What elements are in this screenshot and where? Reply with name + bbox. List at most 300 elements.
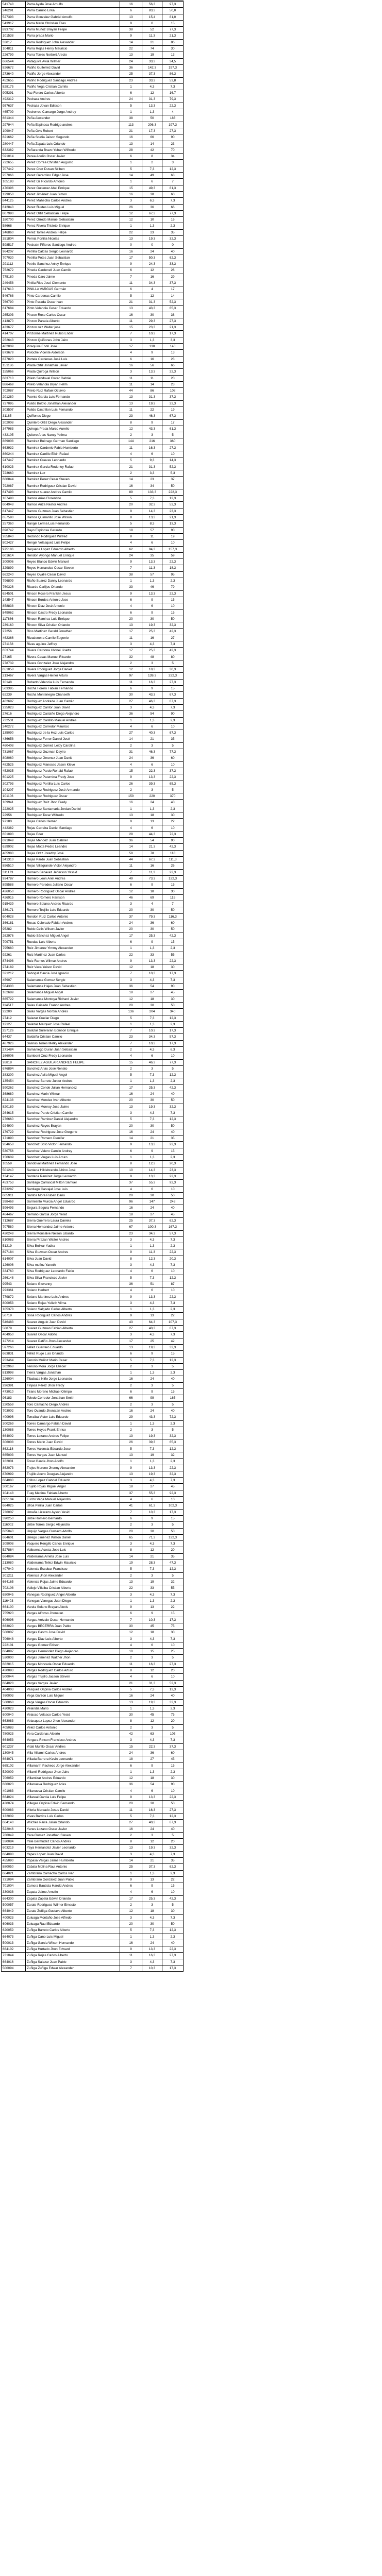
cell-total: 30: [162, 1775, 184, 1782]
cell-id: 413870: [2, 318, 26, 324]
cell-value: 27: [142, 1756, 162, 1762]
cell-count: 12: [120, 426, 142, 432]
cell-id: 104811: [2, 46, 26, 52]
cell-count: 6: [120, 154, 142, 160]
cell-count: 17: [120, 1338, 142, 1344]
cell-count: 29: [120, 1414, 142, 1420]
cell-name: Torres Valencia Eduardo Jose: [26, 1446, 120, 1452]
cell-count: 8: [120, 533, 142, 539]
cell-value: 30: [142, 1097, 162, 1104]
table-row: [2, 96, 184, 103]
table-row: [2, 1313, 184, 1319]
table-row: [2, 761, 184, 768]
cell-total: 75: [162, 1712, 184, 1718]
cell-name: Vidal Murillo Oscar Andres: [26, 1743, 120, 1750]
cell-name: Piraquive Endri Jose: [26, 344, 120, 350]
cell-total: 2,3: [162, 1934, 184, 1940]
table-row: [2, 1762, 184, 1769]
cell-value: 4: [142, 901, 162, 907]
cell-id: 341310: [2, 857, 26, 863]
cell-id: 780023: [2, 1731, 26, 1737]
cell-total: 32,3: [162, 1471, 184, 1477]
cell-id: 731067: [2, 749, 26, 755]
cell-value: 11,3: [142, 1249, 162, 1256]
cell-total: 50: [162, 483, 184, 489]
cell-total: 5: [162, 1522, 184, 1528]
cell-id: 664049: [2, 1908, 26, 1914]
table-row: [2, 457, 184, 464]
cell-total: 22,3: [162, 958, 184, 964]
cell-id: 600040: [2, 1712, 26, 1718]
cell-count: 28: [120, 831, 142, 837]
cell-value: 37,3: [142, 71, 162, 77]
cell-id: 501240: [2, 1167, 26, 1173]
table-row: [2, 1965, 184, 1972]
cell-id: 311173: [2, 869, 26, 875]
cell-id: 877820: [2, 356, 26, 362]
cell-name: Vargas Diaz Luis Alberto: [26, 1636, 120, 1642]
cell-count: 2: [120, 1401, 142, 1408]
cell-id: 560068: [2, 1699, 26, 1705]
cell-value: 220: [142, 793, 162, 800]
cell-value: 83,3: [142, 8, 162, 14]
cell-total: 360: [162, 438, 184, 445]
cell-name: Peña Zapata Luis Orlando: [26, 141, 120, 147]
table-row: [2, 173, 184, 179]
cell-total: 7,3: [162, 1300, 184, 1306]
cell-id: 723660: [2, 470, 26, 476]
cell-value: 21,3: [142, 844, 162, 850]
table-row: [2, 64, 184, 71]
cell-id: 257066: [2, 173, 26, 179]
cell-count: 2: [120, 660, 142, 666]
cell-value: 24: [142, 1091, 162, 1097]
cell-count: 5: [120, 166, 142, 172]
cell-count: 9: [120, 20, 142, 26]
table-row: [2, 654, 184, 660]
cell-count: 11: [120, 635, 142, 641]
cell-name: Turizo Vega Manuel Alejandro: [26, 1497, 120, 1503]
cell-id: 162001: [2, 1459, 26, 1465]
cell-count: 19: [120, 1560, 142, 1566]
cell-count: 1: [120, 717, 142, 723]
cell-count: 20: [120, 1801, 142, 1807]
cell-count: 3: [120, 198, 142, 204]
cell-value: 43,3: [142, 1414, 162, 1420]
cell-id: 663020: [2, 1623, 26, 1630]
cell-name: Sanchez Valero Camilo Andrey: [26, 1148, 120, 1154]
cell-total: 42,3: [162, 629, 184, 635]
cell-id: 856510: [2, 863, 26, 869]
cell-total: 77,3: [162, 27, 184, 33]
cell-count: 11: [120, 381, 142, 387]
cell-name: Zuñiga Rojas Carlos Alberto: [26, 1953, 120, 1959]
cell-count: 2: [120, 1363, 142, 1369]
cell-name: Sanchez Ramirez Daniel Alejandro: [26, 1116, 120, 1123]
cell-id: 334760: [2, 1268, 26, 1275]
table-row: [2, 1503, 184, 1509]
table-row: [2, 1376, 184, 1382]
table-row: [2, 1110, 184, 1116]
table-row: [2, 787, 184, 793]
cell-name: Perez Torres Andres Felipe: [26, 229, 120, 235]
cell-count: 14: [120, 1136, 142, 1142]
cell-id: 605104: [2, 1497, 26, 1503]
cell-value: 1,3: [142, 1243, 162, 1249]
table-row: [2, 1332, 184, 1338]
cell-name: Salamanca Hajes Juan Sebastian: [26, 984, 120, 990]
cell-total: 61,3: [162, 426, 184, 432]
cell-id: 22956: [2, 812, 26, 819]
table-row: [2, 711, 184, 717]
cell-total: 17,3: [162, 331, 184, 337]
cell-id: 271158: [2, 641, 26, 647]
cell-total: 20,3: [162, 1161, 184, 1167]
cell-name: Vasquez Ospina Carlos Andrés: [26, 1686, 120, 1692]
cell-count: 9: [120, 1249, 142, 1256]
cell-count: 4: [120, 1287, 142, 1294]
cell-count: 3: [120, 337, 142, 343]
cell-total: 15: [162, 1389, 184, 1395]
table-row: [2, 888, 184, 894]
cell-id: 880050: [2, 1864, 26, 1870]
cell-name: Rodriguez Andrade Juan Camilo: [26, 698, 120, 704]
table-row: [2, 306, 184, 312]
cell-name: Perez Gil Ricardo Antonio: [26, 179, 120, 185]
table-row: [2, 1249, 184, 1256]
cell-id: 464467: [2, 1211, 26, 1217]
cell-id: 601614: [2, 552, 26, 558]
cell-count: 13: [120, 52, 142, 58]
cell-value: 18: [142, 996, 162, 1002]
table-row: [2, 1465, 184, 1471]
cell-count: 1: [120, 1420, 142, 1427]
cell-count: 46: [120, 894, 142, 901]
table-row: [2, 1199, 184, 1205]
cell-name: Rincon Rosero Franklin Jesus: [26, 590, 120, 597]
cell-total: 12,3: [162, 1275, 184, 1281]
cell-total: 27,3: [162, 1661, 184, 1667]
cell-value: 64,3: [142, 1319, 162, 1325]
cell-name: Pulido Boloto Jonathan Alexander: [26, 400, 120, 406]
table-row: [2, 1420, 184, 1427]
cell-total: 66: [162, 204, 184, 210]
cell-count: 13: [120, 1344, 142, 1350]
cell-count: 2: [120, 1382, 142, 1388]
cell-id: 964207: [2, 248, 26, 255]
cell-total: 2,3: [162, 717, 184, 723]
cell-value: 13,3: [142, 1294, 162, 1300]
cell-total: 2,3: [162, 1370, 184, 1376]
cell-id: 500013: [2, 1940, 26, 1946]
table-row: [2, 1534, 184, 1540]
cell-name: Solano Martinez Luis Andres: [26, 1294, 120, 1300]
cell-name: Tirano Moreno Michael Olimpo: [26, 1389, 120, 1395]
cell-count: 16: [120, 1376, 142, 1382]
cell-id: 104207: [2, 787, 26, 793]
table-row: [2, 1908, 184, 1914]
cell-count: 3: [120, 1110, 142, 1116]
cell-id: 606033: [2, 1921, 26, 1927]
cell-total: 81,3: [162, 185, 184, 191]
cell-total: 2,3: [162, 1155, 184, 1161]
cell-value: 3,3: [142, 470, 162, 476]
cell-id: 398469: [2, 1199, 26, 1205]
cell-id: 473010: [2, 1389, 26, 1395]
cell-value: 40,3: [142, 1326, 162, 1332]
cell-value: 14,3: [142, 508, 162, 514]
cell-total: 15: [162, 609, 184, 616]
cell-name: Patiño Jorge Alexander: [26, 71, 120, 77]
cell-total: 2,3: [162, 1705, 184, 1711]
cell-id: 436658: [2, 736, 26, 742]
cell-count: 3: [120, 1332, 142, 1338]
cell-total: 7,3: [162, 1959, 184, 1965]
table-row: [2, 1953, 184, 1959]
cell-name: Vargas Vargas Javier: [26, 1680, 120, 1686]
table-row: [2, 1446, 184, 1452]
cell-count: 97: [120, 673, 142, 679]
table-row: [2, 432, 184, 438]
cell-count: 4: [120, 723, 142, 730]
cell-id: 522046: [2, 1826, 26, 1832]
cell-value: 10,3: [142, 1040, 162, 1046]
table-row: [2, 749, 184, 755]
cell-id: 828175: [2, 83, 26, 90]
cell-name: Zuñiga Cano Luis Miguel: [26, 1934, 120, 1940]
cell-name: Rivera Casas Manuel Ricardo: [26, 654, 120, 660]
cell-total: 20: [162, 1668, 184, 1674]
cell-count: 16: [120, 483, 142, 489]
cell-value: 24,3: [142, 261, 162, 267]
cell-count: 27: [120, 1326, 142, 1332]
cell-name: Rios Martinez Gerald Jonathan: [26, 629, 120, 635]
cell-name: Sanchez Barreto Junior Andres: [26, 1078, 120, 1084]
cell-value: 3: [142, 1522, 162, 1528]
cell-value: 67,3: [142, 210, 162, 216]
cell-total: 15: [162, 1762, 184, 1769]
cell-value: 30: [142, 1801, 162, 1807]
cell-value: 69: [142, 894, 162, 901]
cell-name: Toro Camacho Diego Andres: [26, 1401, 120, 1408]
table-row: [2, 1427, 184, 1433]
cell-name: Parra Carrillo Erika: [26, 8, 120, 14]
cell-value: 18: [142, 1908, 162, 1914]
cell-name: Silva Rodriguez Leonardo Fabio: [26, 1268, 120, 1275]
cell-value: 18: [142, 1630, 162, 1636]
cell-count: 66: [120, 1395, 142, 1401]
cell-value: 23: [142, 477, 162, 483]
cell-total: 340: [162, 1009, 184, 1015]
cell-total: 32,3: [162, 1845, 184, 1851]
cell-count: 8: [120, 1547, 142, 1553]
cell-total: 10: [162, 1287, 184, 1294]
cell-name: Rivera Gonzalez Jose Alejandro: [26, 660, 120, 666]
cell-name: Rodriguez Gomez Leidy Carolina: [26, 742, 120, 749]
cell-count: 1: [120, 1870, 142, 1876]
cell-total: 5: [162, 1065, 184, 1072]
cell-value: 1,3: [142, 717, 162, 723]
cell-name: Peña Espinosa Rodrigo andres: [26, 122, 120, 128]
cell-value: 6: [142, 761, 162, 768]
cell-value: 34: [142, 483, 162, 489]
cell-value: 10,3: [142, 1028, 162, 1034]
cell-count: 1: [120, 83, 142, 90]
cell-value: 3: [142, 787, 162, 793]
cell-name: Rojas Mendez Juan Gabriel: [26, 838, 120, 844]
cell-id: 202008: [2, 419, 26, 426]
table-row: [2, 337, 184, 343]
table-row: [2, 521, 184, 527]
cell-id: 807990: [2, 210, 26, 216]
cell-id: 116403: [2, 1598, 26, 1604]
cell-count: 23: [120, 1034, 142, 1040]
cell-count: 4: [120, 1268, 142, 1275]
table-row: [2, 502, 184, 508]
cell-total: 2,3: [162, 806, 184, 812]
cell-id: 330038: [2, 1889, 26, 1895]
table-row: [2, 1839, 184, 1845]
cell-total: 40: [162, 248, 184, 255]
cell-count: 1: [120, 1078, 142, 1084]
cell-total: 72,3: [162, 831, 184, 837]
cell-name: Pernia Portilla Nicolas: [26, 235, 120, 242]
cell-total: 12,3: [162, 1357, 184, 1363]
cell-name: Santiago Carvajal Jose Luis: [26, 1186, 120, 1192]
cell-name: Perez Gutierrez Abel Enrique: [26, 185, 120, 191]
cell-name: Ramirez Cuevas Leonardo: [26, 457, 120, 464]
table-row: [2, 1769, 184, 1775]
cell-id: 114517: [2, 1002, 26, 1008]
cell-total: 15: [162, 20, 184, 26]
table-row: [2, 1617, 184, 1623]
cell-name: Tenorio Muñoz Mario Cesar: [26, 1357, 120, 1363]
cell-name: Petrilla Potes Juan Sebastian: [26, 255, 120, 261]
cell-name: Sosa Rodriguez Carlos Andres: [26, 1313, 120, 1319]
table-row: [2, 1439, 184, 1446]
table-row: [2, 1211, 184, 1217]
cell-value: 6: [142, 1268, 162, 1275]
cell-id: 22200: [2, 1009, 26, 1015]
table-row: [2, 882, 184, 888]
table-row: [2, 1408, 184, 1414]
cell-value: 39,3: [142, 1439, 162, 1446]
cell-total: 7,3: [162, 641, 184, 647]
cell-total: 197,3: [162, 122, 184, 128]
cell-name: Sanchez Mendez Ivan Alberto: [26, 1097, 120, 1104]
cell-count: 22: [120, 1585, 142, 1591]
table-row: [2, 1680, 184, 1686]
table-row: [2, 1484, 184, 1490]
cell-total: 197,3: [162, 64, 184, 71]
cell-total: 12,3: [162, 1015, 184, 1021]
cell-value: 19,3: [142, 1471, 162, 1477]
cell-id: 296391: [2, 1382, 26, 1388]
cell-name: Pinzon Rose Carlos Oscar: [26, 312, 120, 318]
cell-count: 1: [120, 1155, 142, 1161]
cell-value: 9: [142, 350, 162, 356]
table-row: [2, 39, 184, 45]
cell-total: 57,3: [162, 1034, 184, 1040]
cell-name: Ruiz Martinez Juan Carlos: [26, 952, 120, 958]
cell-name: Rodriguez Castañe Diego Alejandro: [26, 711, 120, 717]
table-row: [2, 445, 184, 451]
table-row: [2, 742, 184, 749]
cell-count: 13: [120, 812, 142, 819]
cell-name: Yate Bermudez Carlos Andres: [26, 1839, 120, 1845]
cell-name: Tierra Vargas Jonathan: [26, 1370, 120, 1376]
cell-id: 452035: [2, 768, 26, 774]
cell-total: 12,3: [162, 1116, 184, 1123]
cell-id: 664601: [2, 1534, 26, 1540]
cell-total: 2,3: [162, 1598, 184, 1604]
table-row: [2, 1857, 184, 1863]
cell-id: 226799: [2, 52, 26, 58]
cell-name: Solano Giovanny: [26, 1281, 120, 1287]
cell-name: Parra Marin Christian Eliex: [26, 20, 120, 26]
cell-name: Pedraza Jovan Edisson: [26, 103, 120, 109]
cell-id: 226004: [2, 1376, 26, 1382]
cell-value: 94,3: [142, 546, 162, 552]
cell-value: 66: [142, 134, 162, 141]
cell-name: Zapata Zapata Edwin Orlando: [26, 1895, 120, 1902]
cell-total: 15: [162, 1515, 184, 1521]
cell-id: 252643: [2, 337, 26, 343]
cell-count: 24: [120, 1750, 142, 1756]
cell-value: 79,3: [142, 913, 162, 920]
cell-value: 9: [142, 1762, 162, 1769]
table-row: [2, 1262, 184, 1268]
cell-total: 17,3: [162, 1040, 184, 1046]
cell-name: Rosas Colorado Fabian Andres: [26, 920, 120, 926]
cell-id: 436050: [2, 888, 26, 894]
cell-total: 7,3: [162, 1737, 184, 1743]
cell-id: 712687: [2, 1218, 26, 1224]
cell-id: 201280: [2, 394, 26, 400]
cell-name: Samaniego Duran Juan Sebastian: [26, 1046, 120, 1053]
cell-total: 20: [162, 375, 184, 381]
cell-id: 12127: [2, 1021, 26, 1027]
cell-id: 10559: [2, 1161, 26, 1167]
cell-count: 12: [120, 996, 142, 1002]
cell-total: 20,3: [162, 1256, 184, 1262]
table-row: [2, 1015, 184, 1021]
cell-id: 808060: [2, 755, 26, 761]
cell-count: 4: [120, 1889, 142, 1895]
cell-name: Valencia Escobar Francisco: [26, 1566, 120, 1572]
cell-total: 40: [162, 1693, 184, 1699]
cell-total: 60: [162, 191, 184, 197]
cell-value: 21: [142, 1857, 162, 1863]
cell-total: 15: [162, 939, 184, 945]
cell-name: Soleno Salgado Carlos Alberto: [26, 1307, 120, 1313]
cell-name: Ramirez suarez Andres Camilo: [26, 489, 120, 495]
cell-value: 36: [142, 204, 162, 210]
cell-total: 2,3: [162, 1307, 184, 1313]
cell-total: 32: [162, 1452, 184, 1458]
table-row: [2, 673, 184, 679]
cell-count: 9: [120, 774, 142, 781]
cell-id: 309008: [2, 1541, 26, 1547]
cell-id: 934787: [2, 875, 26, 882]
cell-id: 664097: [2, 1649, 26, 1655]
cell-id: 26818: [2, 1059, 26, 1065]
cell-total: 7: [162, 179, 184, 185]
cell-name: Toro Ovando Jhonatan Andres: [26, 1408, 120, 1414]
cell-value: 24: [142, 1693, 162, 1699]
cell-value: 204: [142, 1009, 162, 1015]
cell-id: 390250: [2, 1515, 26, 1521]
